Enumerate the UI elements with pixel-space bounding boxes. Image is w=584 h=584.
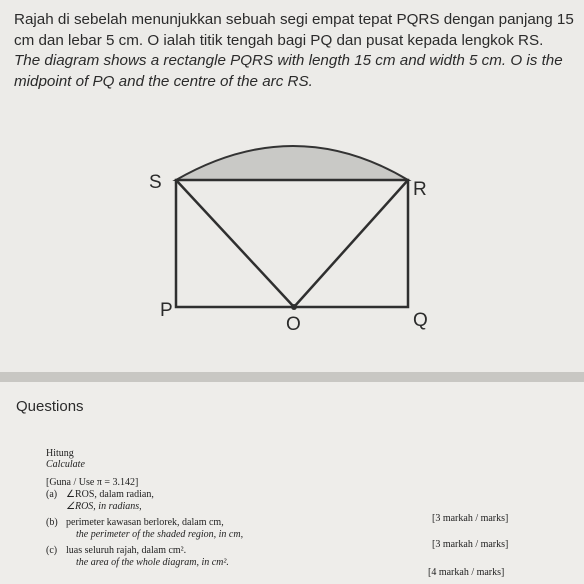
label-o: O [286,314,301,335]
part-c-marks: [4 markah / marks] [428,567,505,578]
label-s: S [149,172,162,193]
section-divider [0,372,584,382]
part-a-number: (a) [46,489,58,500]
part-b-english: the perimeter of the shaded region, in cm, [76,529,244,540]
part-b-number: (b) [46,517,58,528]
rectangle-pqrs [176,180,408,307]
statement-malay: Rajah di sebelah menunjukkan sebuah segi empat tepat PQRS dengan panjang 15 cm dan lebar 5 cm. O ialah titik tengah bagi PQ dan pusat kepada lengkok RS. [14,11,574,49]
shaded-segment [176,146,408,180]
hitung-label: Hitung [46,448,74,459]
part-c-number: (c) [46,545,58,556]
part-c-english: the area of the whole diagram, in cm². [76,557,229,568]
part-a-english: ∠ROS, in radians, [66,501,142,512]
part-a-malay: ∠ROS, dalam radian, [66,489,154,500]
question-sheet [0,442,584,584]
point-o [291,304,297,310]
questions-panel [0,382,584,584]
statement-english: The diagram shows a rectangle PQRS with length 15 cm and width 5 cm. O is the midpoint of PQ and the centre of the arc RS. [14,52,563,90]
label-q: Q [413,310,428,331]
use-pi-note: [Guna / Use π = 3.142] [46,477,139,488]
part-c-malay: luas seluruh rajah, dalam cm². [66,545,187,556]
line-ro [294,180,408,307]
calculate-label: Calculate [46,459,85,470]
line-so [176,180,294,307]
label-r: R [413,179,427,200]
label-p: P [160,300,173,321]
questions-heading: Questions [16,398,84,415]
part-b-malay: perimeter kawasan berlorek, dalam cm, [66,517,224,528]
part-a-marks: [3 markah / marks] [432,513,509,524]
part-b-marks: [3 markah / marks] [432,539,509,550]
